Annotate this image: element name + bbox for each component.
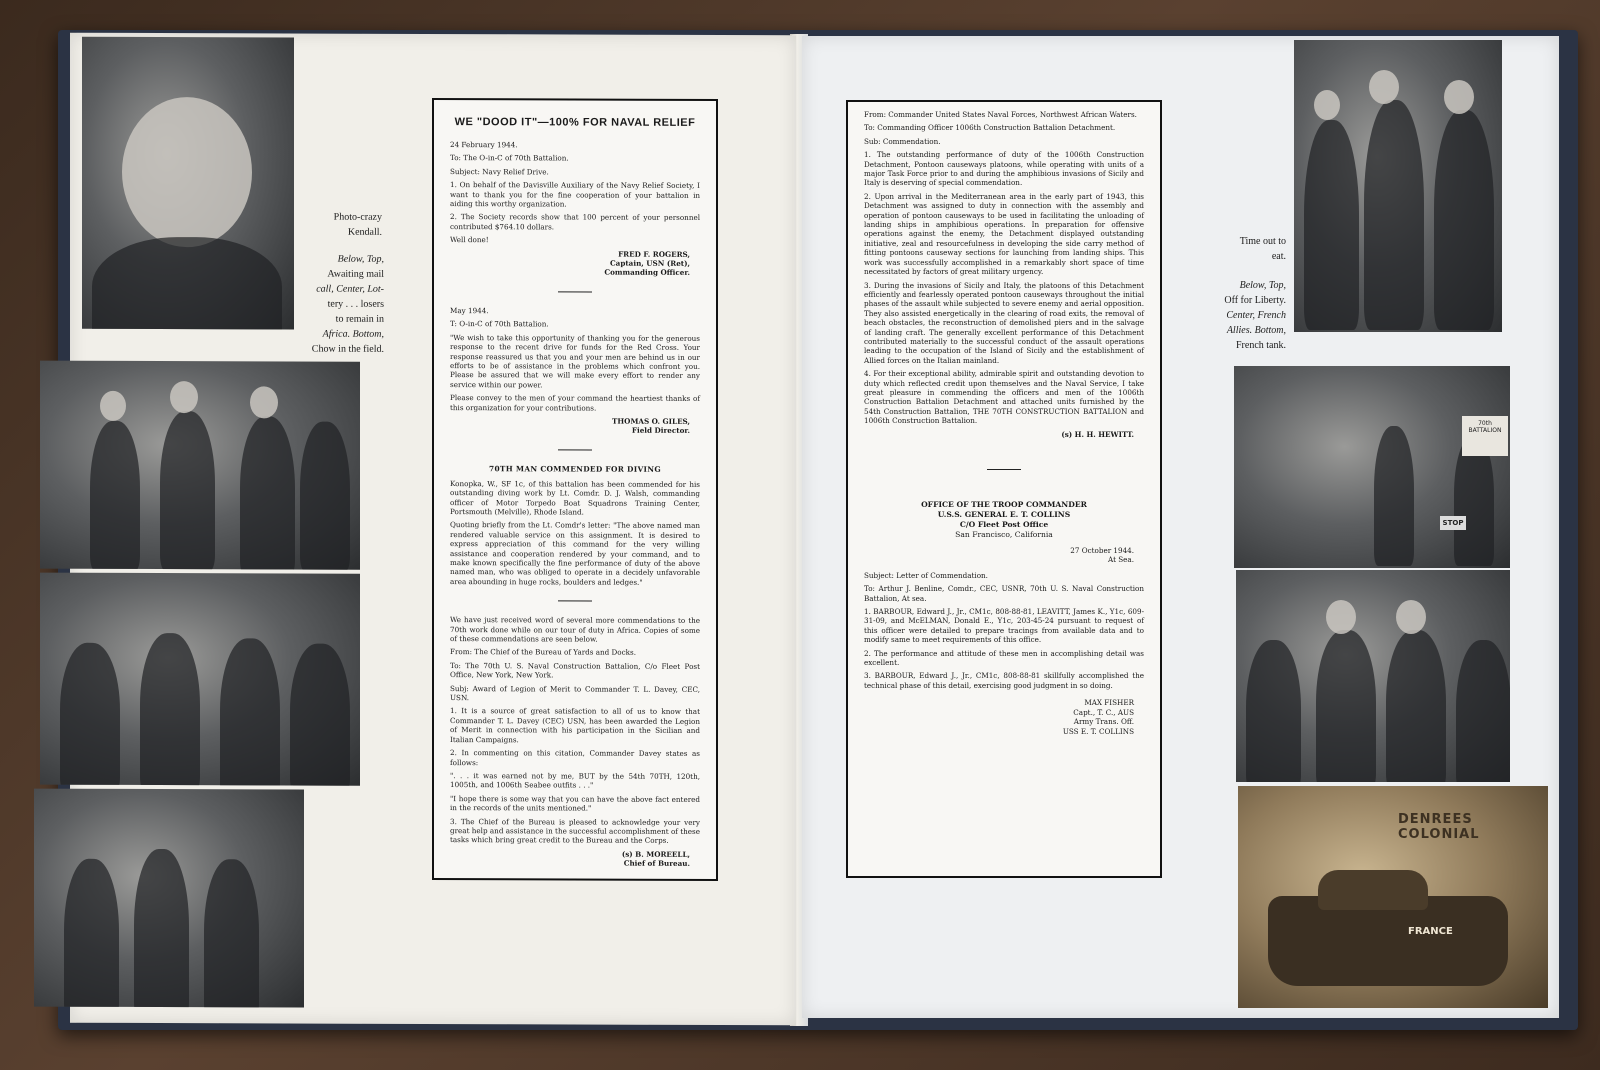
- left-page: [70, 33, 796, 1026]
- letter5-para1: 1. BARBOUR, Edward J., Jr., CM1c, 808-88-81, LEAVITT, James K., Y1c, 609-31-09, and McELMAN, Donald E., Y1c, 203-45-24 pursuant to request of this officer were detailed to prepare tracings from available data and to modify same to meet requirements of this office.: [864, 607, 1144, 645]
- letter5-to: To: Arthur J. Benline, Comdr., CEC, USNR, 70th U. S. Naval Construction Battalion, At sea.: [864, 584, 1144, 603]
- battalion-sign: 70th BATTALION: [1462, 416, 1508, 456]
- letter3-subject: Subj: Award of Legion of Merit to Commander T. L. Davey, CEC, USN.: [450, 683, 700, 703]
- diving-para2: Quoting briefly from the Lt. Comdr's letter: "The above named man rendered valuable service on this assignment. It is desired to express appreciation of this command for the very willing assistance and cooperation rendered by your command, and to make known specifically the fine performance of duty of the above named man, who was obliged to operate in a decidely unfavorable area abounding in huge rocks, boulders and ledges.": [450, 520, 700, 587]
- letter3-para2: 2. In commenting on this citation, Commander Davey states as follows:: [450, 748, 700, 767]
- divider: [987, 469, 1021, 470]
- tank-turret: [1318, 870, 1428, 910]
- letter3-quote1: ". . . it was earned not by me, BUT by the 54th 70TH, 120th, 1005th, and 1006th Seabee outfits . . .": [450, 770, 700, 790]
- letter1-para1: 1. On behalf of the Davisville Auxiliary of the Navy Relief Society, I want to thank you for the fine cooperation of your battalion in aiding this worthy organization.: [450, 180, 700, 209]
- letter4-para4: 4. For their exceptional ability, admirable spirit and outstanding devotion to duty which reflected credit upon themselves and the Naval Service, I take great pleasure in commending the officers and men of the 1006th Construction Battalion Detachment and attached units furnished by the 54th Construction Battalion, THE 70TH CONSTRUCTION BATTALION and 1006th Construction Battalion.: [864, 369, 1144, 426]
- letter1-subject: Subject: Navy Relief Drive.: [450, 166, 549, 177]
- chow-photo: [34, 789, 304, 1008]
- lottery-photo: [40, 573, 360, 786]
- commendations-intro: We have just received word of several more commendations to the 70th work done while on our tour of duty in Africa. Copies of some of these commendations are seen below.: [450, 615, 700, 644]
- diving-para1: Konopka, W., SF 1c, of this battalion has been commended for his outstanding diving work by Lt. Comdr. D. J. Walsh, commanding officer of Motor Torpedo Boat Squadrons Training Center, Portsmouth (Melville), Rhode Island.: [450, 478, 700, 517]
- tank-name: FRANCE: [1408, 926, 1453, 937]
- letter4-from: From: Commander United States Naval Forces, Northwest African Waters.: [864, 110, 1137, 119]
- letter3-para3: 3. The Chief of the Bureau is pleased to acknowledge your very great help and assistance in the successful accomplishment of these tasks which bring great credit to the Bureau and the Corps.: [450, 816, 700, 846]
- diving-subhead: 70TH MAN COMMENDED FOR DIVING: [489, 463, 661, 474]
- letter5-para3: 3. BARBOUR, Edward J., Jr., CM1c, 808-88-81 skillfully accomplished the technical phase of this detail, exercising good judgment in so doing.: [864, 671, 1144, 690]
- off-for-liberty-photo: [1234, 366, 1510, 568]
- right-page: [802, 36, 1559, 1018]
- letter4-para2: 2. Upon arrival in the Mediterranean area in the early part of 1943, this Detachment was assigned to duty in connection with the assembly and operation of pontoon causeways to be used in facilitating the unloading of landing ships in amphibious operations. In preparation for offensive operations against the enemy, the Detachment displayed outstanding initiative, zeal and resourcefulness in developing the side carry method of fitting pontoons causeway sections for launching from landing ships. This work was successfully accomplished in a remarkably short space of time necessitated by factors of great military urgency.: [864, 191, 1144, 277]
- naval-relief-headline: WE "DOOD IT"—100% FOR NAVAL RELIEF: [454, 116, 696, 129]
- letter3-from: From: The Chief of the Bureau of Yards and Docks.: [450, 647, 636, 658]
- letter1-to: To: The O-in-C of 70th Battalion.: [450, 153, 569, 163]
- french-tank-photo: [1238, 786, 1548, 1008]
- letter4-signature: (s) H. H. HEWITT.: [1061, 429, 1134, 439]
- letter3-signature: (s) B. MOREELL, Chief of Bureau.: [621, 849, 690, 869]
- troop-commander-header: OFFICE OF THE TROOP COMMANDER U.S.S. GENERAL E. T. COLLINS C/O Fleet Post Office San Francisco, California: [921, 500, 1087, 539]
- divider: [558, 291, 592, 292]
- divider: [558, 601, 592, 602]
- letter4-to: To: Commanding Officer 1006th Construction Battalion Detachment.: [864, 123, 1116, 133]
- letter2-date: May 1944.: [450, 305, 489, 316]
- letter4-para3: 3. During the invasions of Sicily and Italy, the platoons of this Detachment efficiently and fearlessly operated pontoon causeways throughout the initial phases of the assault while subjected to severe enemy and aerial opposition. They also assisted energetically in the clearing of road exits, the removal of beach obstacles, the reconstruction of demolished piers and in the salvage of landing craft. The generally excellent performance of this Detachment contributed materially to the successful conduct of the assault operations leading to the occupation of the Island of Sicily and the establishment of Allied forces on the Italian mainland.: [864, 280, 1144, 365]
- letter1-well-done: Well done!: [450, 235, 489, 245]
- caption-right-below: Below, Top, Off for Liberty. Center, French Allies. Bottom, French tank.: [1224, 280, 1286, 351]
- letter3-quote2: "I hope there is some way that you can have the above fact entered in the records of the units mentioned.": [450, 793, 700, 813]
- letter5-date: 27 October 1944. At Sea.: [1070, 546, 1134, 565]
- caption-photo-crazy: Photo-crazy Kendall.: [333, 211, 382, 238]
- naval-relief-document: [432, 98, 718, 881]
- letter5-signature: MAX FISHER Capt., T. C., AUS Army Trans. Off. USS E. T. COLLINS: [1062, 698, 1134, 736]
- letter2-signature: THOMAS O. GILES, Field Director.: [612, 416, 690, 436]
- letter4-para1: 1. The outstanding performance of duty of the 1006th Construction Detachment, Pontoon causeways platoons, while operating with units of a major Task Force prior to and during the amphibious invasions of Sicily and Italy is deserving of special commendation.: [864, 150, 1144, 188]
- letter3-to: To: The 70th U. S. Naval Construction Battalion, C/o Fleet Post Office, New York, New York.: [450, 660, 700, 680]
- letter2-to: T: O-in-C of 70th Battalion.: [450, 319, 549, 329]
- french-allies-photo: [1236, 570, 1510, 782]
- letter5-para2: 2. The performance and attitude of these men in accomplishing detail was excellent.: [864, 648, 1144, 668]
- letter2-para2: Please convey to the men of your command the heartiest thanks of this organization for your contributions.: [450, 393, 700, 413]
- denrees-sign: DENREES COLONIAL: [1398, 812, 1480, 842]
- letter2-para1: "We wish to take this opportunity of thanking you for the generous response to the recent drive for funds for the Red Cross. Your response reassured us that you and your men are behind us in our efforts to be of assistance in the problems which confront you. Please be assured that we will make every effort to render any service within our power.: [450, 332, 700, 390]
- letter1-date: 24 February 1944.: [450, 140, 518, 150]
- stop-sign: STOP: [1440, 516, 1466, 530]
- time-out-to-eat-photo: [1294, 40, 1502, 332]
- letter1-signature: FRED F. ROGERS, Captain, USN (Ret), Commanding Officer.: [604, 249, 690, 278]
- mail-call-photo: [40, 361, 360, 570]
- caption-time-out: Time out to eat.: [1239, 236, 1286, 262]
- letter1-para2: 2. The Society records show that 100 percent of your personnel contributed $764.10 dollars.: [450, 212, 700, 232]
- commendation-document: [846, 100, 1162, 878]
- letter4-subject: Sub: Commendation.: [864, 136, 941, 146]
- letter5-subject: Subject: Letter of Commendation.: [864, 570, 988, 580]
- divider: [558, 449, 592, 450]
- portrait-photo: [82, 37, 294, 330]
- caption-left-below: Below, Top, Awaiting mail call, Center, Lot- tery . . . losers to remain in Africa. Bottom, Chow in the field.: [311, 253, 384, 355]
- letter3-para1: 1. It is a source of great satisfaction to all of us to know that Commander T. L. Davey (CEC) USN, has been awarded the Legion of Merit in connection with his participation in the Sicilian and Italian Campaigns.: [450, 706, 700, 744]
